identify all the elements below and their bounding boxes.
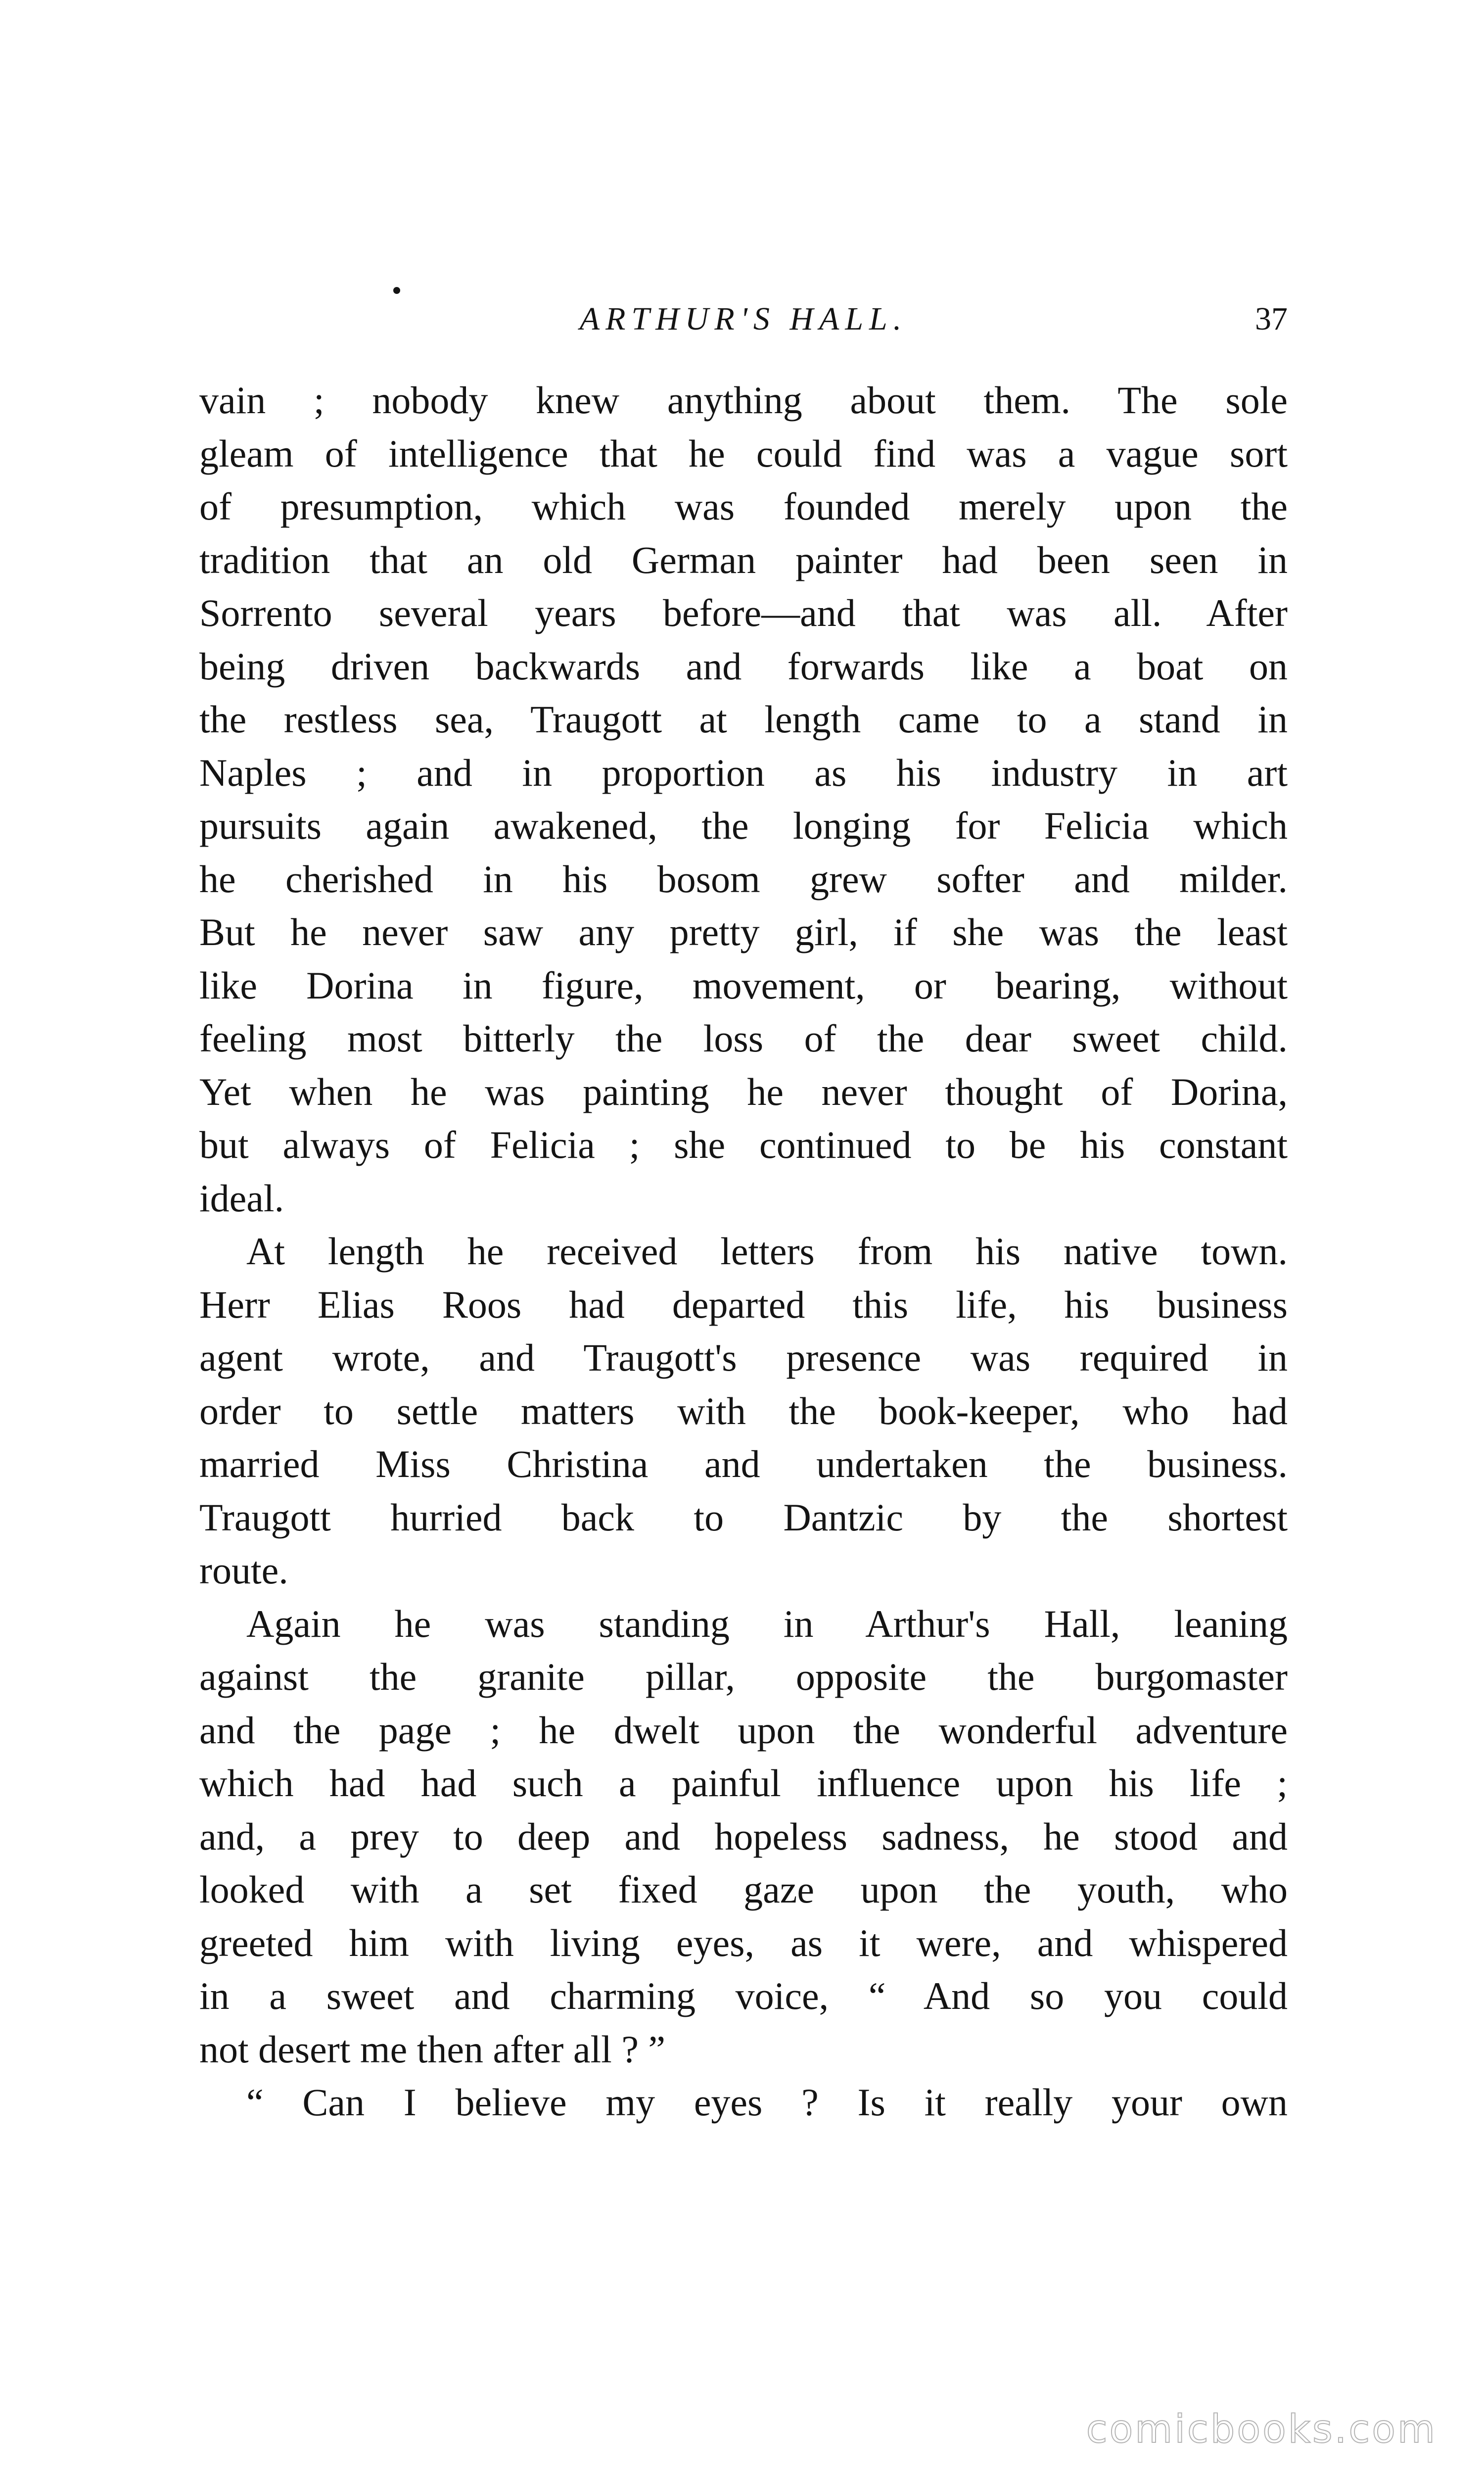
text-line: and the page ; he dwelt upon the wonderful adventure	[199, 1708, 1288, 1752]
text-line: pursuits again awakened, the longing for Felicia which	[199, 804, 1288, 847]
paragraph-end-line: route.	[199, 1549, 288, 1592]
text-line: he cherished in his bosom grew softer and milder.	[199, 857, 1288, 901]
text-line: married Miss Christina and undertaken the business.	[199, 1442, 1288, 1485]
body-text	[199, 374, 1288, 2129]
text-line: agent wrote, and Traugott's presence was required in	[199, 1336, 1288, 1379]
page-number: 37	[1255, 301, 1288, 337]
text-line: tradition that an old German painter had been seen in	[199, 538, 1288, 581]
text-line: and, a prey to deep and hopeless sadness, he stood and	[199, 1814, 1288, 1858]
page-header	[199, 297, 1288, 341]
text-line: Yet when he was painting he never thought of Dorina,	[199, 1070, 1288, 1113]
paragraph-end-line: ideal.	[199, 1176, 284, 1220]
text-line: in a sweet and charming voice, “ And so you could	[199, 1974, 1288, 2017]
paragraph-first-line: Again he was standing in Arthur's Hall, leaning	[246, 1602, 1288, 1645]
text-line: but always of Felicia ; she continued to be his constant	[199, 1123, 1288, 1166]
ink-speck	[393, 287, 400, 294]
text-line: But he never saw any pretty girl, if she was the least	[199, 910, 1288, 953]
text-line: like Dorina in figure, movement, or bearing, without	[199, 963, 1288, 1007]
text-line: gleam of intelligence that he could find was a vague sort	[199, 431, 1288, 475]
text-line: which had had such a painful influence upon his life ;	[199, 1761, 1288, 1805]
text-line: looked with a set fixed gaze upon the youth, who	[199, 1868, 1288, 1911]
text-line: the restless sea, Traugott at length came to a stand in	[199, 698, 1288, 741]
text-line: Naples ; and in proportion as his industry in art	[199, 751, 1288, 794]
text-line: of presumption, which was founded merely upon the	[199, 485, 1288, 528]
text-line: vain ; nobody knew anything about them. The sole	[199, 379, 1288, 422]
text-line: greeted him with living eyes, as it were, and whispered	[199, 1921, 1288, 1964]
text-line: order to settle matters with the book-keeper, who had	[199, 1389, 1288, 1432]
text-line: Herr Elias Roos had departed this life, his business	[199, 1283, 1288, 1326]
paragraph-first-line: At length he received letters from his native town.	[246, 1230, 1288, 1273]
paragraph-first-line: “ Can I believe my eyes ? Is it really your own	[246, 2081, 1288, 2124]
text-line: Sorrento several years before—and that was all. After	[199, 591, 1288, 634]
watermark: comicbooks.com	[1086, 2407, 1437, 2452]
paragraph-end-line: not desert me then after all ? ”	[199, 2027, 666, 2071]
running-title: ARTHUR'S HALL.	[579, 301, 908, 337]
text-line: Traugott hurried back to Dantzic by the shortest	[199, 1495, 1288, 1539]
text-line: feeling most bitterly the loss of the dear sweet child.	[199, 1017, 1288, 1060]
text-line: against the granite pillar, opposite the burgomaster	[199, 1655, 1288, 1698]
text-line: being driven backwards and forwards like a boat on	[199, 644, 1288, 688]
